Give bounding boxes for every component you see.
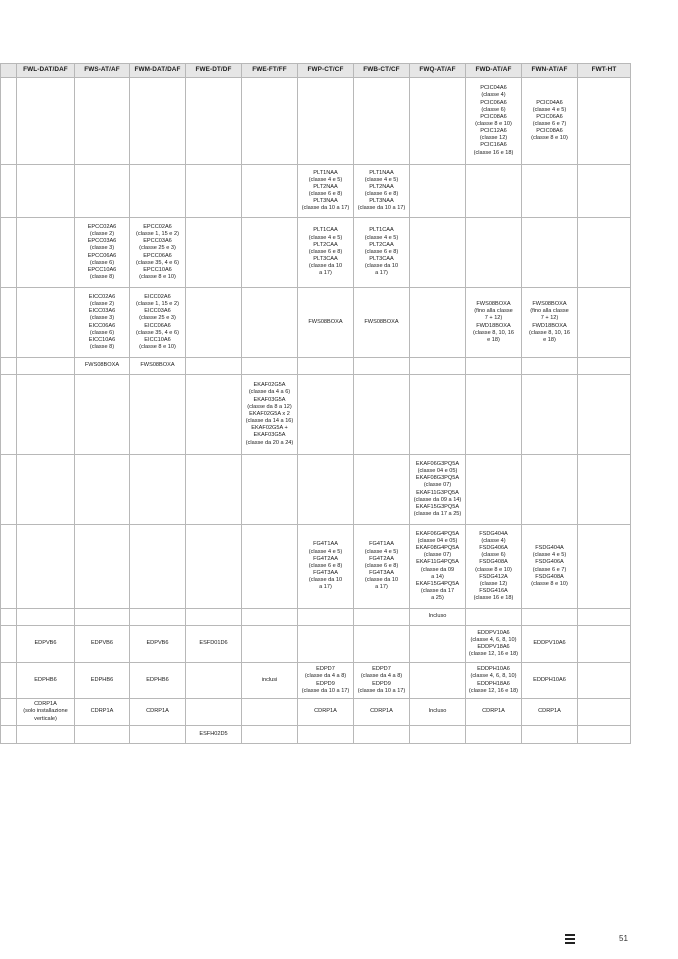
table-cell: FSDG404A (classe 4) FSDG406A (classe 6) FSDG408A (classe 8 e 10) FSDG412A (classe 12) FSDG416A (classe 16 e 18) <box>466 525 522 609</box>
table-cell <box>466 726 522 744</box>
table-cell: PLT1NAA (classe 4 e 5) PLT2NAA (classe 6 e 8) PLT3NAA (classe da 10 a 17) <box>354 165 410 218</box>
table-cell <box>17 455 75 525</box>
table-cell: CDRP1A <box>75 699 130 726</box>
table-cell: PCIC04A6 (classe 4) PCIC06A6 (classe 6) PCIC08A6 (classe 8 e 10) PCIC12A6 (classe 12) PCIC16A6 (classe 16 e 18) <box>466 78 522 165</box>
table-cell <box>466 218 522 288</box>
table-cell <box>1 626 17 663</box>
table-cell: EDPHB6 <box>130 663 186 699</box>
table-cell <box>1 375 17 455</box>
column-header: FWM-DAT/DAF <box>130 64 186 78</box>
table-row <box>1 288 631 358</box>
table-cell <box>186 165 242 218</box>
table-cell: EICC02A6 (classe 2) EICC03A6 (classe 3) EICC06A6 (classe 6) EICC10A6 (classe 8) <box>75 288 130 358</box>
table-cell: CDRP1A <box>466 699 522 726</box>
table-cell: EDPD7 (classe da 4 a 8) EDPD9 (classe da 10 a 17) <box>354 663 410 699</box>
table-cell <box>466 455 522 525</box>
table-cell <box>17 375 75 455</box>
table-row <box>1 699 631 726</box>
table-cell <box>522 358 578 375</box>
table-cell <box>130 609 186 626</box>
table-cell: EDDPV10A6 (classe 4, 6, 8, 10) EDDPV18A6 (classe 12, 16 e 18) <box>466 626 522 663</box>
table-cell <box>410 663 466 699</box>
column-header: FWE-DT/DF <box>186 64 242 78</box>
table-row <box>1 663 631 699</box>
table-cell <box>242 78 298 165</box>
header-row <box>1 64 631 78</box>
table-cell <box>578 455 631 525</box>
table-cell <box>354 358 410 375</box>
table-cell <box>298 726 354 744</box>
table-cell <box>242 165 298 218</box>
table-cell <box>17 358 75 375</box>
table-cell <box>522 375 578 455</box>
table-cell: FWS08BOXA (fino alla classe 7 + 12) FWD18BOXA (classe 8, 10, 16 e 18) <box>522 288 578 358</box>
table-cell <box>17 525 75 609</box>
table-cell: PLT1NAA (classe 4 e 5) PLT2NAA (classe 6 e 8) PLT3NAA (classe da 10 a 17) <box>298 165 354 218</box>
table-row <box>1 78 631 165</box>
column-header: FWT-HT <box>578 64 631 78</box>
column-header: FWQ-AT/AF <box>410 64 466 78</box>
table-cell <box>17 165 75 218</box>
table-cell: EKAF06G3PQ5A (classe 04 e 05) EKAF08G3PQ5A (classe 07) EKAF11G3PQ5A (classe da 09 a 14) EKAF15G3PQ5A (classe da 17 a 25) <box>410 455 466 525</box>
table-cell <box>242 726 298 744</box>
table-cell <box>1 78 17 165</box>
table-cell <box>522 165 578 218</box>
table-cell <box>130 455 186 525</box>
table-cell <box>1 288 17 358</box>
table-cell <box>1 699 17 726</box>
table-cell: EDPHB6 <box>75 663 130 699</box>
table-cell: inclusi <box>242 663 298 699</box>
table-cell: EDPHB6 <box>17 663 75 699</box>
table-cell <box>354 609 410 626</box>
table-cell <box>242 455 298 525</box>
table-cell: EICC02A6 (classe 1, 15 e 2) EICC03A6 (classe 25 e 3) EICC06A6 (classe 35, 4 e 6) EICC10A6 (classe 8 e 10) <box>130 288 186 358</box>
table-cell: ESFH02D5 <box>186 726 242 744</box>
table-cell <box>242 218 298 288</box>
table-cell: CDRP1A <box>298 699 354 726</box>
table-cell: CDRP1A (solo installazione verticale) <box>17 699 75 726</box>
table-cell <box>522 726 578 744</box>
table-cell <box>75 455 130 525</box>
table-cell <box>75 726 130 744</box>
table-cell <box>186 78 242 165</box>
table-cell <box>578 165 631 218</box>
table-cell <box>242 626 298 663</box>
page-number: 51 <box>619 934 628 943</box>
table-cell: FWS08BOXA <box>75 358 130 375</box>
table-cell <box>522 609 578 626</box>
table-cell: PLT1CAA (classe 4 e 5) PLT2CAA (classe 6 e 8) PLT3CAA (classe da 10 a 17) <box>354 218 410 288</box>
table-cell: EDDPH10A6 (classe 4, 6, 8, 10) EDDPH18A6 (classe 12, 16 e 18) <box>466 663 522 699</box>
table-cell <box>410 288 466 358</box>
table-cell <box>186 609 242 626</box>
table-cell: FWS08BOXA <box>298 288 354 358</box>
table-cell: EDDPV10A6 <box>522 626 578 663</box>
table-cell <box>242 525 298 609</box>
table-cell <box>578 609 631 626</box>
table-cell <box>1 455 17 525</box>
table-cell <box>130 525 186 609</box>
column-header: FWS-AT/AF <box>75 64 130 78</box>
table-cell <box>186 218 242 288</box>
table-cell <box>578 525 631 609</box>
table-cell <box>578 218 631 288</box>
table-cell <box>354 375 410 455</box>
table-cell <box>298 455 354 525</box>
table-cell <box>1 358 17 375</box>
table-cell: EDDPH10A6 <box>522 663 578 699</box>
table-cell: EPCC02A6 (classe 1, 15 e 2) EPCC03A6 (classe 25 e 3) EPCC06A6 (classe 35, 4 e 6) EPCC10A6 (classe 8 e 10) <box>130 218 186 288</box>
table-cell <box>17 609 75 626</box>
table-cell <box>130 375 186 455</box>
table-cell <box>75 165 130 218</box>
table-cell <box>354 78 410 165</box>
table-row <box>1 358 631 375</box>
table-cell <box>75 375 130 455</box>
table-cell <box>242 358 298 375</box>
table-cell <box>17 218 75 288</box>
table-cell <box>1 525 17 609</box>
column-header: FWN-AT/AF <box>522 64 578 78</box>
table-cell <box>130 726 186 744</box>
column-header: FWE-FT/FF <box>242 64 298 78</box>
table-row <box>1 609 631 626</box>
table-cell: EDPVB6 <box>130 626 186 663</box>
table-row <box>1 626 631 663</box>
table-cell: EKAF02G5A (classe da 4 a 6) EKAF03G5A (classe da 8 a 12) EKAF02G5A x 2 (classe da 14 a 16) EKAF02G5A + EKAF03G5A (classe da 20 a 24) <box>242 375 298 455</box>
table-cell: EDPVB6 <box>17 626 75 663</box>
table-cell <box>242 609 298 626</box>
table-cell <box>186 375 242 455</box>
table-cell <box>1 663 17 699</box>
table-cell: Incluso <box>410 609 466 626</box>
table-cell <box>298 375 354 455</box>
table-cell <box>242 288 298 358</box>
table-cell: EDPD7 (classe da 4 a 8) EDPD9 (classe da 10 a 17) <box>298 663 354 699</box>
table-cell <box>578 699 631 726</box>
table-cell <box>298 626 354 663</box>
table-cell <box>522 218 578 288</box>
column-header: FWL-DAT/DAF <box>17 64 75 78</box>
table-cell <box>17 78 75 165</box>
table-cell <box>130 165 186 218</box>
table-cell: FWS08BOXA <box>130 358 186 375</box>
table-cell: PLT1CAA (classe 4 e 5) PLT2CAA (classe 6 e 8) PLT3CAA (classe da 10 a 17) <box>298 218 354 288</box>
table-cell: EDPVB6 <box>75 626 130 663</box>
table-cell <box>466 609 522 626</box>
table-cell <box>186 288 242 358</box>
table-cell: EKAF06G4PQ5A (classe 04 e 05) EKAF08G4PQ5A (classe 07) EKAF11G4PQ5A (classe da 09 a 14) EKAF15G4PQ5A (classe da 17 a 25) <box>410 525 466 609</box>
table-cell <box>522 455 578 525</box>
table-cell <box>578 288 631 358</box>
table-cell: ESFD01D6 <box>186 626 242 663</box>
table-cell <box>17 288 75 358</box>
table-cell <box>578 78 631 165</box>
table-cell: CDRP1A <box>354 699 410 726</box>
column-header: FWP-CT/CF <box>298 64 354 78</box>
table-cell <box>410 626 466 663</box>
accessories-compatibility-table <box>0 63 631 744</box>
table-cell <box>186 699 242 726</box>
table-cell <box>1 165 17 218</box>
table-cell <box>466 165 522 218</box>
table-cell <box>130 78 186 165</box>
table-cell <box>298 358 354 375</box>
table-cell <box>298 78 354 165</box>
table-cell <box>578 626 631 663</box>
table-cell <box>578 375 631 455</box>
table-cell <box>354 726 410 744</box>
table-cell <box>410 218 466 288</box>
table-cell <box>410 165 466 218</box>
table-cell <box>186 525 242 609</box>
hamburger-menu-icon[interactable] <box>565 934 575 944</box>
table-cell: FSDG404A (classe 4 e 5) FSDG406A (classe 6 e 7) FSDG408A (classe 8 e 10) <box>522 525 578 609</box>
table-cell <box>410 78 466 165</box>
table-row <box>1 455 631 525</box>
table-row <box>1 726 631 744</box>
table-cell: CDRP1A <box>522 699 578 726</box>
table-cell <box>578 726 631 744</box>
table-cell <box>186 663 242 699</box>
table-cell <box>75 78 130 165</box>
table-cell <box>410 375 466 455</box>
column-header: FWB-CT/CF <box>354 64 410 78</box>
table-cell <box>75 609 130 626</box>
table-cell: FWS08BOXA <box>354 288 410 358</box>
column-header <box>1 64 17 78</box>
table-cell <box>578 358 631 375</box>
table-cell: FG4T1AA (classe 4 e 5) FG4T2AA (classe 6 e 8) FG4T3AA (classe da 10 a 17) <box>298 525 354 609</box>
table-row <box>1 165 631 218</box>
table-cell <box>75 525 130 609</box>
table-cell: Incluso <box>410 699 466 726</box>
table-cell <box>1 609 17 626</box>
table-cell <box>354 455 410 525</box>
table-row <box>1 218 631 288</box>
table-row <box>1 525 631 609</box>
table-cell: FWS08BOXA (fino alla classe 7 + 12) FWD18BOXA (classe 8, 10, 16 e 18) <box>466 288 522 358</box>
table-cell <box>186 455 242 525</box>
table-cell <box>354 626 410 663</box>
table-cell <box>410 358 466 375</box>
column-header: FWD-AT/AF <box>466 64 522 78</box>
table-cell <box>410 726 466 744</box>
table-cell <box>578 663 631 699</box>
table-cell <box>466 358 522 375</box>
table-cell <box>298 609 354 626</box>
table-cell: PCIC04A6 (classe 4 e 5) PCIC06A6 (classe 6 e 7) PCIC08A6 (classe 8 e 10) <box>522 78 578 165</box>
table-cell <box>1 218 17 288</box>
table-cell: EPCC02A6 (classe 2) EPCC03A6 (classe 3) EPCC06A6 (classe 6) EPCC10A6 (classe 8) <box>75 218 130 288</box>
table-cell: CDRP1A <box>130 699 186 726</box>
table-cell <box>186 358 242 375</box>
table-cell <box>466 375 522 455</box>
table-cell <box>1 726 17 744</box>
table-row <box>1 375 631 455</box>
table-cell <box>242 699 298 726</box>
table-cell: FG4T1AA (classe 4 e 5) FG4T2AA (classe 6 e 8) FG4T3AA (classe da 10 a 17) <box>354 525 410 609</box>
table-cell <box>17 726 75 744</box>
